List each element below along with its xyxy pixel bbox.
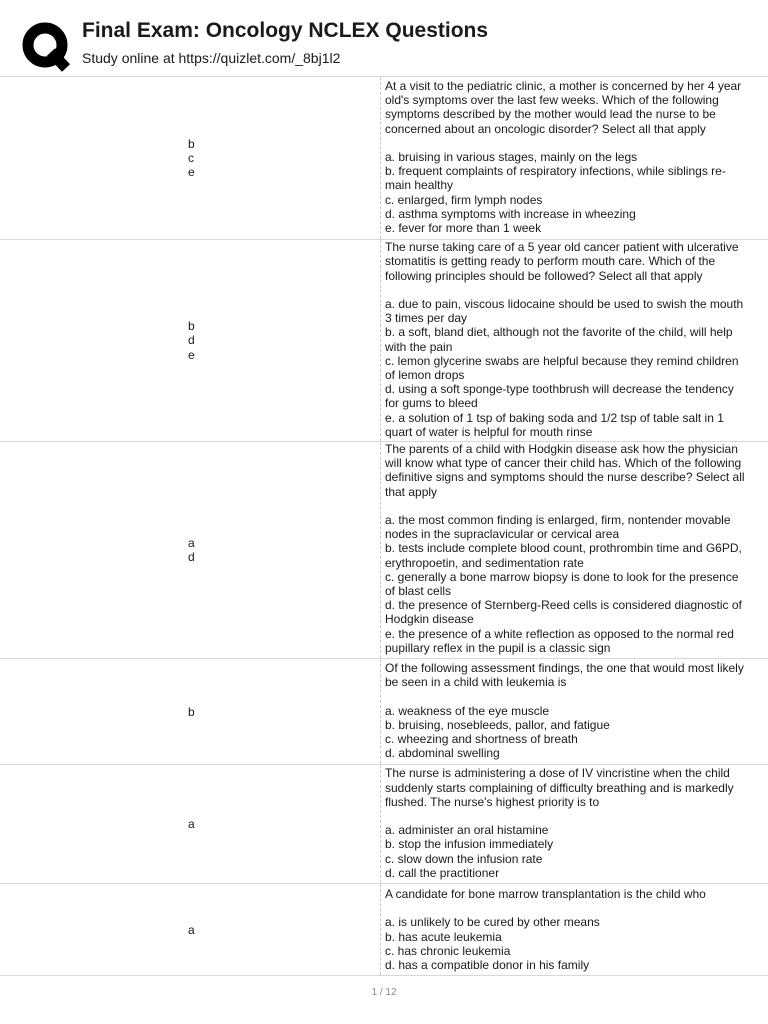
flashcard-row bbox=[0, 765, 768, 884]
answer-option: a. due to pain, viscous lidocaine should be used to swish the mouth 3 times per day bbox=[385, 297, 744, 326]
answer-option: a. the most common finding is enlarged, firm, nontender movable nodes in the supraclavicular or cervical area bbox=[385, 513, 731, 542]
answer-option: c. has chronic leukemia bbox=[385, 943, 511, 958]
question-spacer bbox=[385, 136, 751, 150]
page-title: Final Exam: Oncology NCLEX Questions bbox=[82, 19, 489, 42]
flashcard-list bbox=[0, 76, 768, 976]
question-stem: At a visit to the pediatric clinic, a mother is concerned by her 4 year old's symptoms over the last few weeks. Which of the following symptoms described by the mother would lead the nurse to be concerned about an oncologic disorder? Select all that apply bbox=[385, 79, 742, 136]
answer-option: b. has acute leukemia bbox=[385, 929, 502, 944]
question-spacer bbox=[385, 283, 751, 297]
card-question bbox=[385, 887, 751, 972]
card-question bbox=[385, 442, 751, 655]
answer-letter: b bbox=[188, 136, 195, 151]
card-answer bbox=[188, 240, 212, 441]
card-answer bbox=[188, 77, 212, 239]
answer-letter: a bbox=[188, 922, 195, 937]
card-answer bbox=[188, 884, 212, 975]
question-stem: The nurse taking care of a 5 year old cancer patient with ulcerative stomatitis is getting ready to perform mouth care. Which of the following principles should be followed? Select all that apply bbox=[385, 240, 739, 283]
card-question bbox=[385, 766, 751, 880]
card-divider bbox=[380, 765, 381, 883]
question-stem: The parents of a child with Hodgkin disease ask how the physician will know what type of cancer their child has. Which of the following definitive signs and symptoms should the nurse describe? Select all that apply bbox=[385, 442, 745, 499]
answer-option: b. a soft, bland diet, although not the favorite of the child, will help with the pain bbox=[385, 325, 733, 354]
question-spacer bbox=[385, 499, 751, 513]
answer-option: c. wheezing and shortness of breath bbox=[385, 732, 578, 747]
flashcard-row bbox=[0, 442, 768, 659]
answer-letter: d bbox=[188, 333, 195, 348]
card-answer bbox=[188, 659, 212, 764]
answer-letter: c bbox=[188, 150, 194, 165]
card-divider bbox=[380, 240, 381, 441]
answer-letter: b bbox=[188, 704, 195, 719]
answer-letter: e bbox=[188, 347, 195, 362]
answer-letter: a bbox=[188, 817, 195, 832]
answer-option: a. is unlikely to be cured by other means bbox=[385, 915, 600, 930]
flashcard-row bbox=[0, 240, 768, 442]
card-divider bbox=[380, 884, 381, 975]
card-answer bbox=[188, 442, 212, 658]
question-spacer bbox=[385, 901, 751, 915]
answer-option: c. generally a bone marrow biopsy is done to look for the presence of blast cells bbox=[385, 569, 739, 599]
question-spacer bbox=[385, 809, 751, 823]
answer-option: d. abdominal swelling bbox=[385, 746, 500, 761]
answer-option: d. using a soft sponge-type toothbrush will decrease the tendency for gums to bleed bbox=[385, 382, 734, 411]
question-spacer bbox=[385, 689, 751, 703]
answer-letter: e bbox=[188, 165, 195, 180]
answer-option: a. bruising in various stages, mainly on the legs bbox=[385, 150, 638, 164]
flashcard-row bbox=[0, 76, 768, 240]
answer-option: e. fever for more than 1 week bbox=[385, 221, 542, 236]
question-stem: A candidate for bone marrow transplantation is the child who bbox=[385, 887, 706, 902]
answer-option: d. the presence of Sternberg-Reed cells is considered diagnostic of Hodgkin disease bbox=[385, 598, 742, 627]
answer-option: b. tests include complete blood count, prothrombin time and G6PD, erythropoetin, and sedimentation rate bbox=[385, 541, 742, 570]
card-divider bbox=[380, 77, 381, 239]
card-divider bbox=[380, 442, 381, 658]
question-stem: Of the following assessment findings, the one that would most likely be seen in a child with leukemia is bbox=[385, 661, 744, 690]
card-question bbox=[385, 240, 751, 439]
card-question bbox=[385, 661, 751, 760]
answer-option: a. weakness of the eye muscle bbox=[385, 703, 550, 718]
flashcard-row bbox=[0, 884, 768, 976]
answer-option: d. has a compatible donor in his family bbox=[385, 958, 590, 973]
answer-option: e. the presence of a white reflection as opposed to the normal red pupillary reflex in the pupil is a classic sign bbox=[385, 626, 734, 655]
card-answer bbox=[188, 765, 212, 883]
answer-option: c. enlarged, firm lymph nodes bbox=[385, 192, 543, 207]
study-link-text: Study online at https://quizlet.com/_8bj1l2 bbox=[82, 50, 341, 66]
page-number: 1 / 12 bbox=[371, 987, 397, 998]
card-divider bbox=[380, 659, 381, 764]
flashcard-row bbox=[0, 659, 768, 765]
answer-option: a. administer an oral histamine bbox=[385, 823, 549, 838]
answer-option: d. asthma symptoms with increase in wheezing bbox=[385, 206, 636, 221]
answer-option: e. a solution of 1 tsp of baking soda and 1/2 tsp of table salt in 1 quart of water is helpful for mouth rinse bbox=[385, 410, 724, 439]
answer-option: c. slow down the infusion rate bbox=[385, 851, 543, 866]
question-stem: The nurse is administering a dose of IV vincristine when the child suddenly starts complaining of difficulty breathing and is markedly flushed. The nurse's highest priority is to bbox=[385, 766, 734, 809]
answer-option: d. call the practitioner bbox=[385, 865, 500, 880]
quizlet-logo-icon bbox=[20, 20, 72, 72]
answer-letter: a bbox=[188, 535, 195, 550]
answer-option: b. stop the infusion immediately bbox=[385, 837, 554, 852]
page-header bbox=[0, 0, 768, 76]
answer-option: b. frequent complaints of respiratory infections, while siblings re-main healthy bbox=[385, 164, 726, 193]
answer-letter: d bbox=[188, 550, 195, 565]
answer-option: c. lemon glycerine swabs are helpful because they remind children of lemon drops bbox=[385, 353, 739, 383]
answer-letter: b bbox=[188, 319, 195, 334]
card-question bbox=[385, 79, 751, 235]
answer-option: b. bruising, nosebleeds, pallor, and fatigue bbox=[385, 717, 610, 732]
